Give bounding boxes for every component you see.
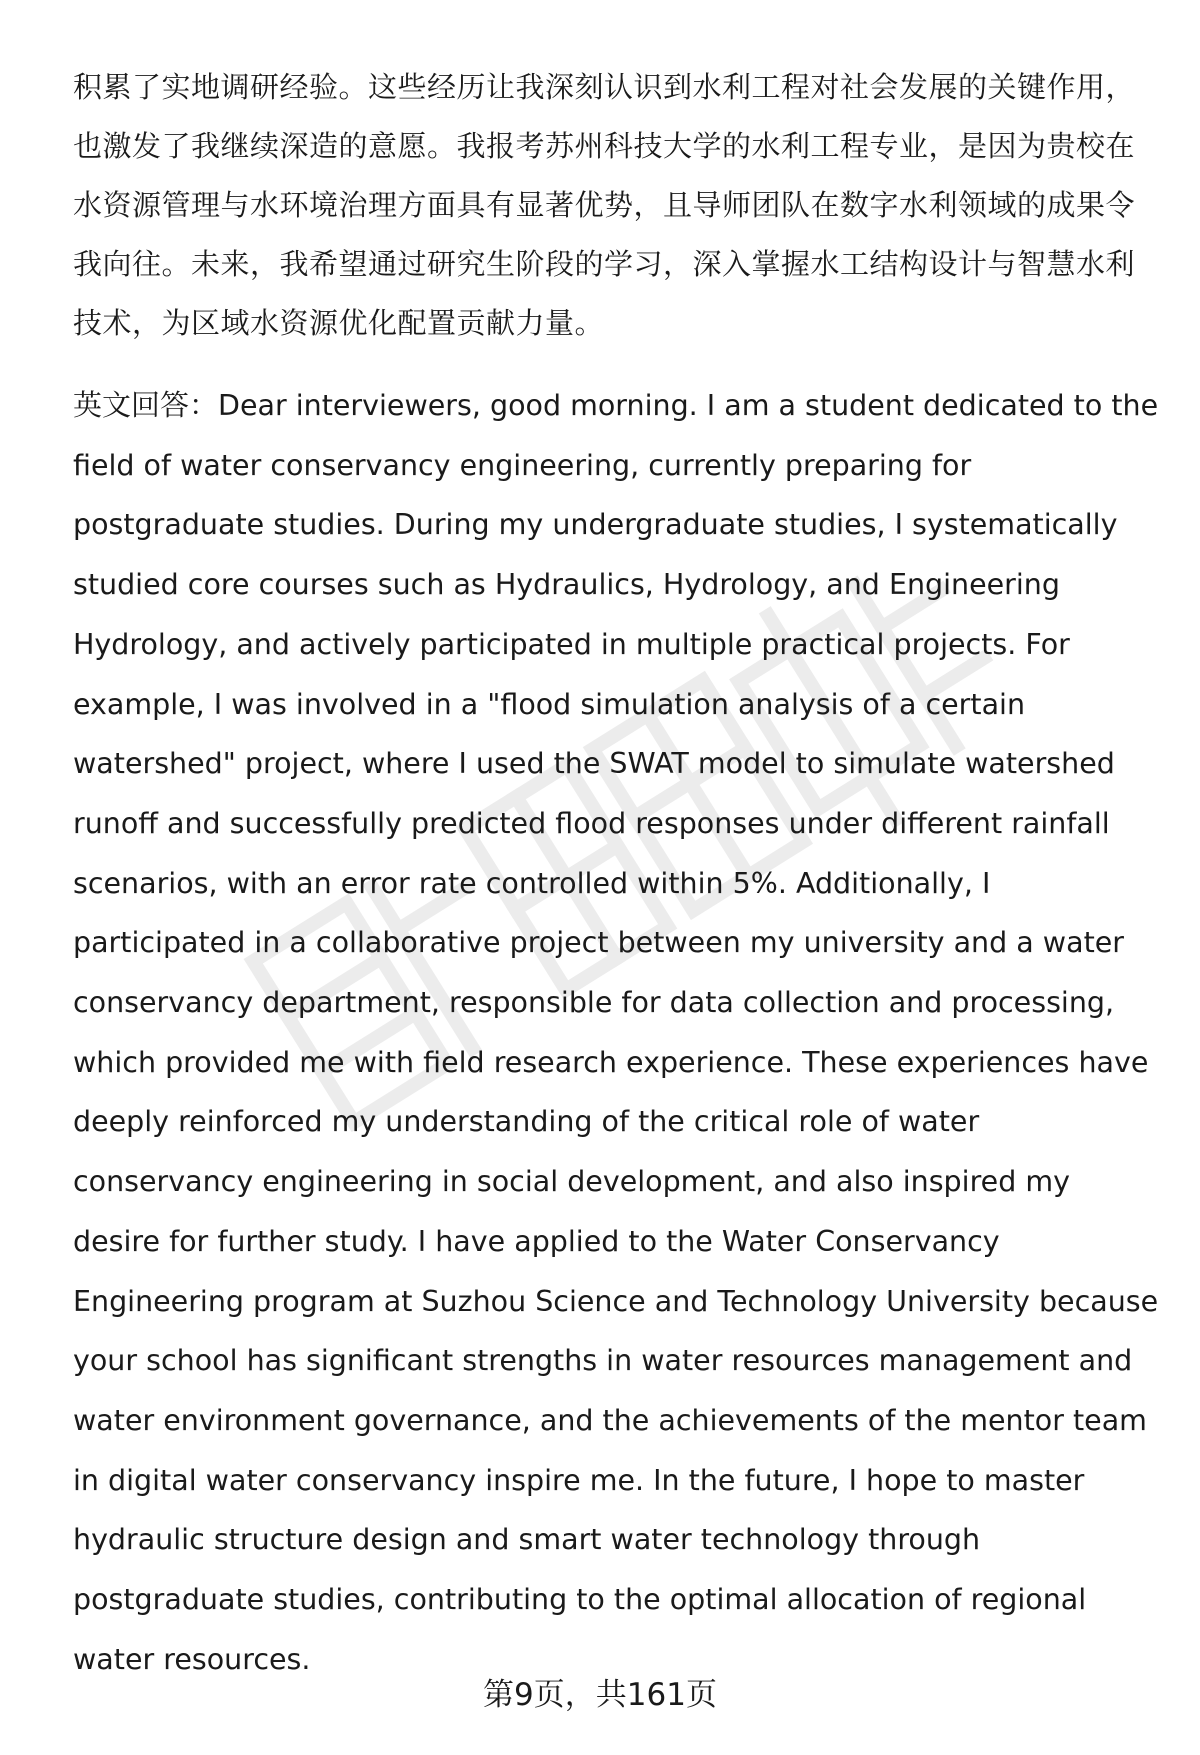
english-answer-label: 英文回答：: [73, 388, 219, 422]
chinese-paragraph: 积累了实地调研经验。这些经历让我深刻认识到水利工程对社会发展的关键作用，也激发了我继续深造的意愿。我报考苏州科技大学的水利工程专业，是因为贵校在水资源管理与水环境治理方面具有显著优势，且导师团队在数字水利领域的成果令我向往。未来，我希望通过研究生阶段的学习，深入掌握水工结构设计与智慧水利技术，为区域水资源优化配置贡献力量。: [73, 70, 1136, 340]
english-answer-text: Dear interviewers, good morning. I am a student dedicated to the field of water conservancy engineering, currently preparing for postgraduate studies. During my undergraduate studies, I systematically studied core courses such as Hydraulics, Hydrology, and Engineering Hydrology, and actively participated in multiple practical projects. For example, I was involved in a "flood simulation analysis of a certain watershed" project, where I used the SWAT model to simulate watershed runoff and successfully predicted flood responses under different rainfall scenarios, with an error rate controlled within 5%. Additionally, I participated in a collaborative project between my university and a water conservancy department, responsible for data collection and processing, which provided me with field research experience. These experiences have deeply reinforced my understanding of the critical role of water conservancy engineering in social development, and also inspired my desire for further study. I have applied to the Water Conservancy Engineering program at Suzhou Science and Technology University because your school has significant strengths in water resources management and water environment governance, and the achievements of the mentor team in digital water conservancy inspire me. In the future, I hope to master hydraulic structure design and smart water technology through postgraduate studies, contributing to the optimal allocation of regional water resources.: [73, 389, 1159, 1676]
english-answer-paragraph: [73, 376, 1163, 1689]
page-number: 第9页，共161页: [483, 1677, 717, 1713]
